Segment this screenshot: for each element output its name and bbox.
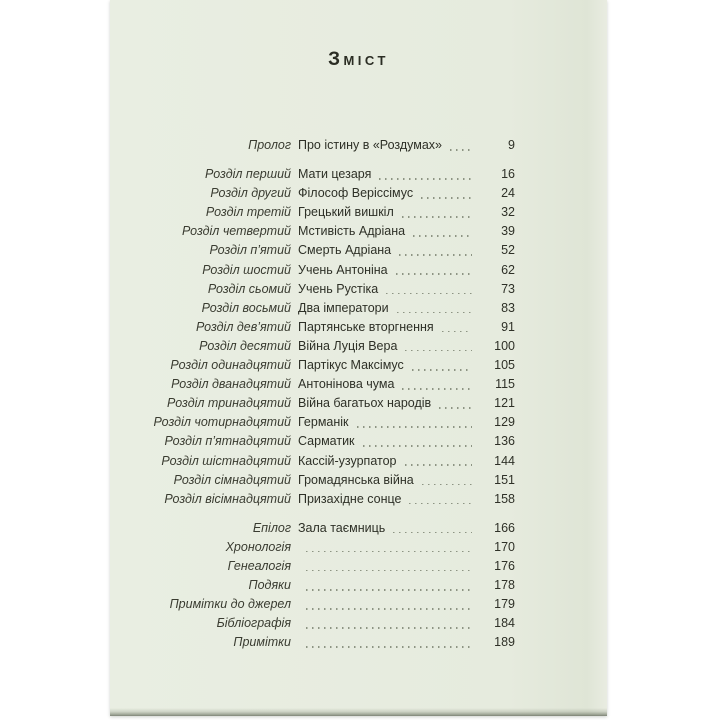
toc-row-title: Учень Антоніна (298, 262, 388, 277)
toc-row-label: Примітки (233, 635, 291, 650)
toc-row (110, 280, 607, 299)
toc-row-label: Розділ шістнадцятий (161, 453, 291, 468)
toc-row-title: Мстивість Адріана (298, 224, 406, 239)
toc-row-label: Розділ чотирнадцятий (153, 415, 291, 430)
toc-row-page-number: 151 (494, 472, 515, 487)
toc-row (110, 318, 607, 337)
toc-row-label: Розділ десятий (199, 338, 291, 353)
toc-row-leader-dots (393, 532, 472, 534)
toc-row-title: Про істину в «Роздумах» (298, 138, 442, 152)
toc-row (110, 557, 607, 576)
toc-row-page-number: 158 (494, 491, 515, 506)
toc-row-label: Пролог (248, 138, 291, 152)
toc-row-page-number: 24 (501, 186, 515, 201)
toc-row-title: Партікус Максімус (298, 358, 404, 373)
toc-row-page-number: 73 (501, 281, 515, 296)
toc-row-leader-dots (450, 149, 472, 151)
toc-row (110, 633, 607, 652)
toc-row-leader-dots (405, 464, 473, 466)
toc-row-title: Війна Луція Вера (298, 338, 398, 353)
toc-row-label: Розділ сьомий (207, 281, 291, 296)
toc-row-title: Учень Рустіка (298, 281, 379, 296)
toc-row (110, 375, 607, 394)
toc-row (110, 576, 607, 595)
toc-row-leader-dots (399, 254, 472, 256)
toc-row-page-number: 136 (494, 434, 515, 449)
book-page (110, 0, 607, 716)
toc-row-page-number: 16 (501, 167, 515, 182)
toc-row-leader-dots (306, 627, 472, 629)
toc-row (110, 337, 607, 356)
toc-row (110, 452, 607, 471)
toc-row-leader-dots (422, 484, 472, 486)
toc-row-label: Розділ вісімнадцятий (164, 491, 291, 506)
toc-row (110, 538, 607, 557)
toc-row-leader-dots (421, 197, 472, 199)
toc-row-leader-dots (402, 388, 472, 390)
toc-row (110, 356, 607, 375)
toc-row-leader-dots (442, 331, 472, 333)
toc-row-leader-dots (386, 293, 472, 295)
toc-row-label: Хронологія (225, 539, 291, 554)
toc-row-title: Грецький вишкіл (298, 205, 394, 220)
toc-row (110, 165, 607, 184)
toc-row-page-number: 170 (494, 539, 515, 554)
toc-row-title: Призахідне сонце (298, 491, 402, 506)
toc-row-page-number: 178 (494, 578, 515, 593)
toc-row-leader-dots (396, 273, 472, 275)
toc-row (110, 490, 607, 509)
toc-row-leader-dots (409, 503, 472, 505)
toc-row (110, 299, 607, 318)
toc-row (110, 595, 607, 614)
toc-row (110, 519, 607, 538)
page-bottom-edge (110, 708, 607, 716)
toc-row-page-number: 179 (494, 597, 515, 612)
toc-row-page-number: 144 (494, 453, 515, 468)
page-title: Зміст (328, 49, 389, 70)
toc-row-label: Розділ тринадцятий (167, 396, 291, 411)
toc-row (110, 432, 607, 451)
toc-row-title: Громадянська війна (298, 472, 414, 487)
toc-row-page-number: 166 (494, 520, 515, 535)
toc-row-leader-dots (306, 570, 472, 572)
toc-row-label: Розділ четвертий (181, 224, 291, 239)
toc-row-label: Бібліографія (216, 616, 291, 631)
toc-row-label: Розділ другий (210, 186, 291, 201)
toc-row-leader-dots (413, 235, 472, 237)
toc-row-leader-dots (397, 312, 472, 314)
toc-row-label: Розділ п’ятнадцятий (164, 434, 291, 449)
toc-row-page-number: 115 (495, 377, 515, 392)
toc-row-label: Розділ дванадцятий (171, 377, 291, 392)
toc-row-title: Антонінова чума (298, 377, 395, 392)
toc-row (110, 184, 607, 203)
toc-row-leader-dots (405, 350, 472, 352)
toc-row (110, 261, 607, 280)
toc-row (110, 203, 607, 222)
toc-row (110, 136, 607, 155)
toc-row-label: Подяки (248, 578, 291, 593)
toc-row-leader-dots (306, 551, 472, 553)
toc-row-label: Розділ п’ятий (209, 243, 291, 258)
toc-row-label: Примітки до джерел (169, 597, 291, 612)
toc-row-title: Мати цезаря (298, 167, 372, 182)
toc-row-page-number: 121 (494, 396, 515, 411)
toc-row-page-number: 100 (494, 338, 515, 353)
toc-row-leader-dots (357, 426, 472, 428)
toc-row-label: Розділ шостий (202, 262, 291, 277)
toc-row-page-number: 176 (494, 558, 515, 573)
toc-row (110, 413, 607, 432)
toc-row (110, 471, 607, 490)
toc-row-page-number: 105 (494, 358, 515, 373)
toc-row-title: Сарматик (298, 434, 355, 449)
toc-list (110, 136, 607, 652)
toc-row-page-number: 62 (501, 262, 515, 277)
toc-row-page-number: 189 (494, 635, 515, 650)
toc-row-page-number: 91 (501, 319, 515, 334)
toc-row-page-number: 83 (501, 300, 515, 315)
toc-row-title: Партянське вторгнення (298, 319, 434, 334)
toc-row-title: Два імператори (298, 300, 389, 315)
toc-row-label: Розділ третій (205, 205, 291, 220)
toc-row-page-number: 129 (494, 415, 515, 430)
toc-row-leader-dots (363, 445, 472, 447)
toc-row-leader-dots (306, 608, 472, 610)
toc-row-page-number: 52 (501, 243, 515, 258)
toc-row (110, 222, 607, 241)
toc-row (110, 614, 607, 633)
toc-row-label: Розділ перший (205, 167, 291, 182)
toc-row-page-number: 32 (501, 205, 515, 220)
toc-row-title: Кассій-узурпатор (298, 453, 397, 468)
toc-row-leader-dots (402, 216, 472, 218)
toc-row-page-number: 184 (494, 616, 515, 631)
toc-row-label: Розділ одинадцятий (170, 358, 291, 373)
toc-row-leader-dots (306, 646, 472, 648)
toc-row-leader-dots (306, 589, 472, 591)
toc-row-leader-dots (379, 178, 472, 180)
toc-row-page-number: 9 (508, 138, 515, 152)
toc-row-title: Смерть Адріана (298, 243, 392, 258)
toc-row-label: Розділ сімнадцятий (173, 472, 291, 487)
toc-row-title: Зала таємниць (298, 520, 386, 535)
toc-row-label: Розділ восьмий (201, 300, 291, 315)
toc-row-title: Германік (298, 415, 349, 430)
toc-row-leader-dots (439, 407, 472, 409)
toc-row-page-number: 39 (501, 224, 515, 239)
toc-row-label: Епілог (252, 520, 291, 535)
toc-row (110, 241, 607, 260)
toc-row (110, 394, 607, 413)
toc-row-title: Філософ Веріссімус (298, 186, 414, 201)
toc-row-leader-dots (412, 369, 472, 371)
toc-row-label: Генеалогія (227, 558, 291, 573)
toc-row-title: Війна багатьох народів (298, 396, 432, 411)
toc-row-label: Розділ дев’ятий (195, 319, 291, 334)
